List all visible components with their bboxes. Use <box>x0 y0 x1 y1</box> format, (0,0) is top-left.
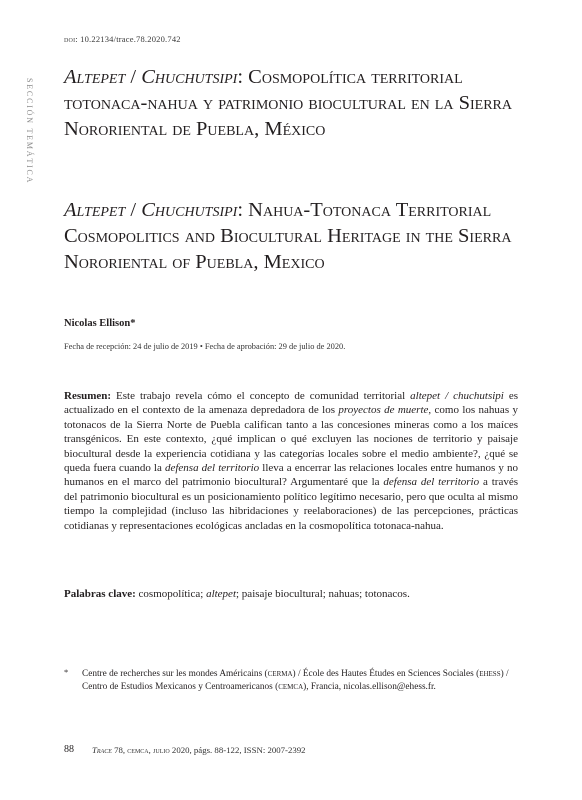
footnote-text-3: ) / Centro de Estudios Mexicanos y Centroamericanos ( <box>82 669 509 692</box>
footer-text-1: 78, <box>111 745 128 755</box>
title-es-rest: : Cosmopolítica territorial totonaca-nahua y patrimonio biocultural en la Sierra Nororiental de Puebla, México <box>64 66 512 140</box>
footnote-affiliation <box>82 668 518 693</box>
abstract-italic-1: altepet / chuchutsipi <box>410 390 504 402</box>
footnote-ehess: ehess <box>479 669 501 679</box>
footnote-text-2: ) / École des Hautes Études en Sciences Sociales ( <box>292 669 480 679</box>
doi-prefix: doi <box>64 34 76 44</box>
footnote-text-4: ), Francia, nicolas.ellison@ehess.fr. <box>303 681 436 692</box>
title-en-separator: / <box>125 199 142 221</box>
abstract-italic-2: proyectos de muerte <box>338 404 429 417</box>
author-name: Nicolas Ellison* <box>64 318 136 329</box>
title-en-chuchutsipi: Chuchutsipi <box>141 199 238 221</box>
footer-cemca: cemca <box>127 745 149 755</box>
abstract-italic-3: defensa del territorio <box>164 462 260 475</box>
footer-text-2: , <box>148 745 154 755</box>
journal-name: Trace <box>92 745 112 755</box>
title-es-chuchutsipi: Chuchutsipi <box>141 66 238 88</box>
footnote-cemca: cemca <box>278 681 304 692</box>
running-footer <box>92 745 306 755</box>
abstract-text-5: a través del patrimonio biocultural es un posicionamiento político legítimo necesario, pero que oculta al mismo tiempo la complejidad (incluso las hibridaciones y reelaboraciones) de las percepciones, prácticas cotidianas y representaciones ecológicas ancladas en la cosmopolítica totonaca-nahua. <box>64 476 518 532</box>
abstract-label: Resumen: <box>64 390 112 402</box>
section-label-text: SECCIÓN TEMÁTICA <box>25 78 34 185</box>
abstract <box>64 389 518 533</box>
abstract-text-3: , como los nahuas y totonacos de la Sierra Norte de Puebla califican tanto a las concesiones mineras como a los maíces transgénicos. En este contexto, ¿qué implican o qué excluyen las nociones de territorio y paisaje biocultural desde la experiencia cotidiana y las categorías locales sobre el medio ambiente?, ¿qué se queda fuera cuando la <box>64 404 518 475</box>
page-number: 88 <box>64 744 74 755</box>
abstract-text-1: Este trabajo revela cómo el concepto de comunidad territorial <box>111 390 411 402</box>
title-es-separator: / <box>125 66 142 88</box>
doi-value: : 10.22134/trace.78.2020.742 <box>75 34 181 44</box>
keywords-label: Palabras clave: <box>64 588 136 600</box>
footnote-text-1: Centre de recherches sur les mondes Américains ( <box>82 669 268 679</box>
footnote-cerma: cerma <box>267 669 293 679</box>
footer-month: julio <box>153 745 170 755</box>
abstract-italic-4: defensa del territorio <box>383 476 480 489</box>
title-spanish <box>64 64 534 142</box>
footer-text-3: 2020, págs. 88-122, ISSN: 2007-2392 <box>169 745 306 755</box>
keywords-text-2: ; paisaje biocultural; nahuas; totonacos. <box>236 588 410 600</box>
abstract-text-4: lleva a encerrar las relaciones locales entre humanos y no humanos en el marco del patrimonio biocultural? Argumentaré que la <box>64 462 519 489</box>
doi-line <box>64 34 181 44</box>
abstract-text-2: es actualizado en el contexto de la amenaza depredadora de los <box>64 390 519 417</box>
footnote-mark: * <box>64 667 69 677</box>
keywords-italic: altepet <box>206 588 236 600</box>
title-english <box>64 197 534 275</box>
title-en-altepet: Altepet <box>64 199 126 221</box>
title-es-altepet: Altepet <box>64 66 126 88</box>
keywords-text-1: cosmopolítica; <box>135 588 207 600</box>
section-side-label <box>22 78 34 238</box>
keywords <box>64 588 518 600</box>
title-en-rest: : Nahua-Totonaca Territorial Cosmopolitics and Biocultural Heritage in the Sierra Nororiental of Puebla, Mexico <box>64 199 512 273</box>
received-approved-dates: Fecha de recepción: 24 de julio de 2019 • Fecha de aprobación: 29 de julio de 2020. <box>64 342 346 351</box>
